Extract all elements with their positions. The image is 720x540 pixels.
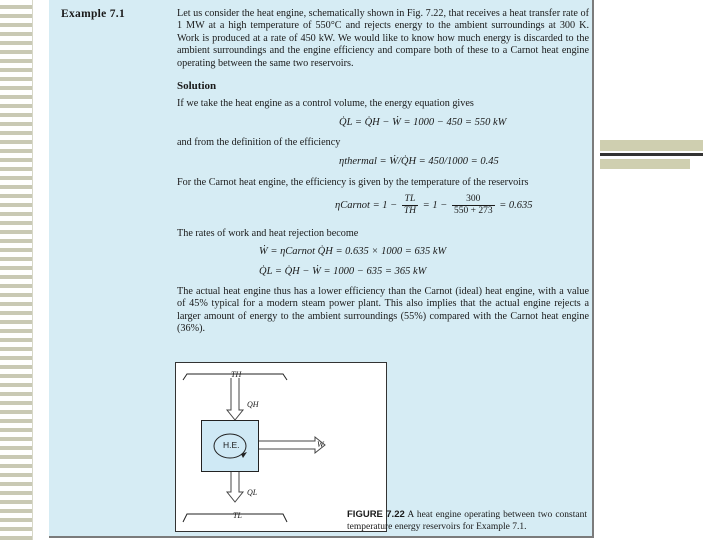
solution-para-2: and from the definition of the efficiency	[177, 137, 341, 148]
example-label: Example 7.1	[61, 8, 125, 20]
decor-bar-bottom	[600, 159, 690, 169]
decor-bar-top	[600, 140, 703, 151]
w-arrow	[257, 437, 325, 453]
equation-carnot-efficiency	[335, 194, 533, 217]
ql-arrow	[227, 470, 243, 502]
th-label: TH	[231, 370, 242, 379]
equation-heat-rejection: Q̇L = Q̇H − Ẇ = 1000 − 635 = 365 kW	[259, 266, 427, 277]
carnot-lhs: ηCarnot = 1 −	[335, 199, 398, 211]
solution-para-5: The actual heat engine thus has a lower efficiency than the Carnot (ideal) heat engine, with a value of 45% typical for a modern steam power plant. This also implies that the actual engine rejects a larger amount of energy to the ambient surroundings (55%) compared with the Carnot heat engine (36%).	[177, 286, 589, 335]
fraction-tl-th	[402, 194, 418, 217]
engine-label: H.E.	[223, 440, 240, 450]
stripes-divider	[32, 0, 33, 540]
decorative-stripes	[0, 0, 32, 540]
ql-label: QL	[247, 488, 258, 497]
qh-arrow	[227, 378, 243, 420]
example-panel	[49, 0, 594, 538]
tl-label: TL	[233, 511, 242, 520]
w-label: W	[317, 440, 324, 449]
solution-para-1: If we take the heat engine as a control volume, the energy equation gives	[177, 98, 474, 109]
fraction-tl: TL	[402, 194, 418, 206]
qh-label: QH	[247, 400, 259, 409]
decorative-bars	[600, 140, 703, 180]
fraction-th: TH	[403, 206, 417, 216]
fraction-numeric	[452, 194, 495, 217]
equation-work: Ẇ = ηCarnot Q̇H = 0.635 × 1000 = 635 kW	[259, 246, 447, 257]
figure-caption-text: A heat engine operating between two constant temperature energy reservoirs for Example 7.1.	[347, 510, 587, 532]
figure-caption-title: FIGURE 7.22	[347, 509, 405, 520]
solution-para-3: For the Carnot heat engine, the efficiency is given by the temperature of the reservoirs	[177, 177, 529, 188]
problem-text: Let us consider the heat engine, schematically shown in Fig. 7.22, that receives a heat transfer rate of 1 MW at a high temperature of 550°C and rejects energy to the ambient surroundings at 300 K. Work is produced at a rate of 450 kW. We would like to know how much energy is discarded to the ambient surroundings and the engine efficiency and compare both of these to a Carnot heat engine operating between the same two reservoirs.	[177, 8, 589, 69]
solution-para-4: The rates of work and heat rejection become	[177, 228, 359, 239]
fraction-300: 300	[452, 194, 495, 206]
equation-ql: Q̇L = Q̇H − Ẇ = 1000 − 450 = 550 kW	[339, 117, 507, 128]
solution-heading: Solution	[177, 80, 217, 92]
engine-arrowhead	[241, 452, 247, 458]
figure-caption	[347, 509, 587, 533]
decor-bar-dark	[600, 153, 703, 156]
carnot-mid: = 1 −	[422, 199, 448, 211]
equation-thermal-efficiency: ηthermal = Ẇ/Q̇H = 450/1000 = 0.45	[339, 156, 499, 167]
carnot-result: = 0.635	[499, 199, 533, 211]
fraction-823: 550 + 273	[453, 206, 493, 216]
